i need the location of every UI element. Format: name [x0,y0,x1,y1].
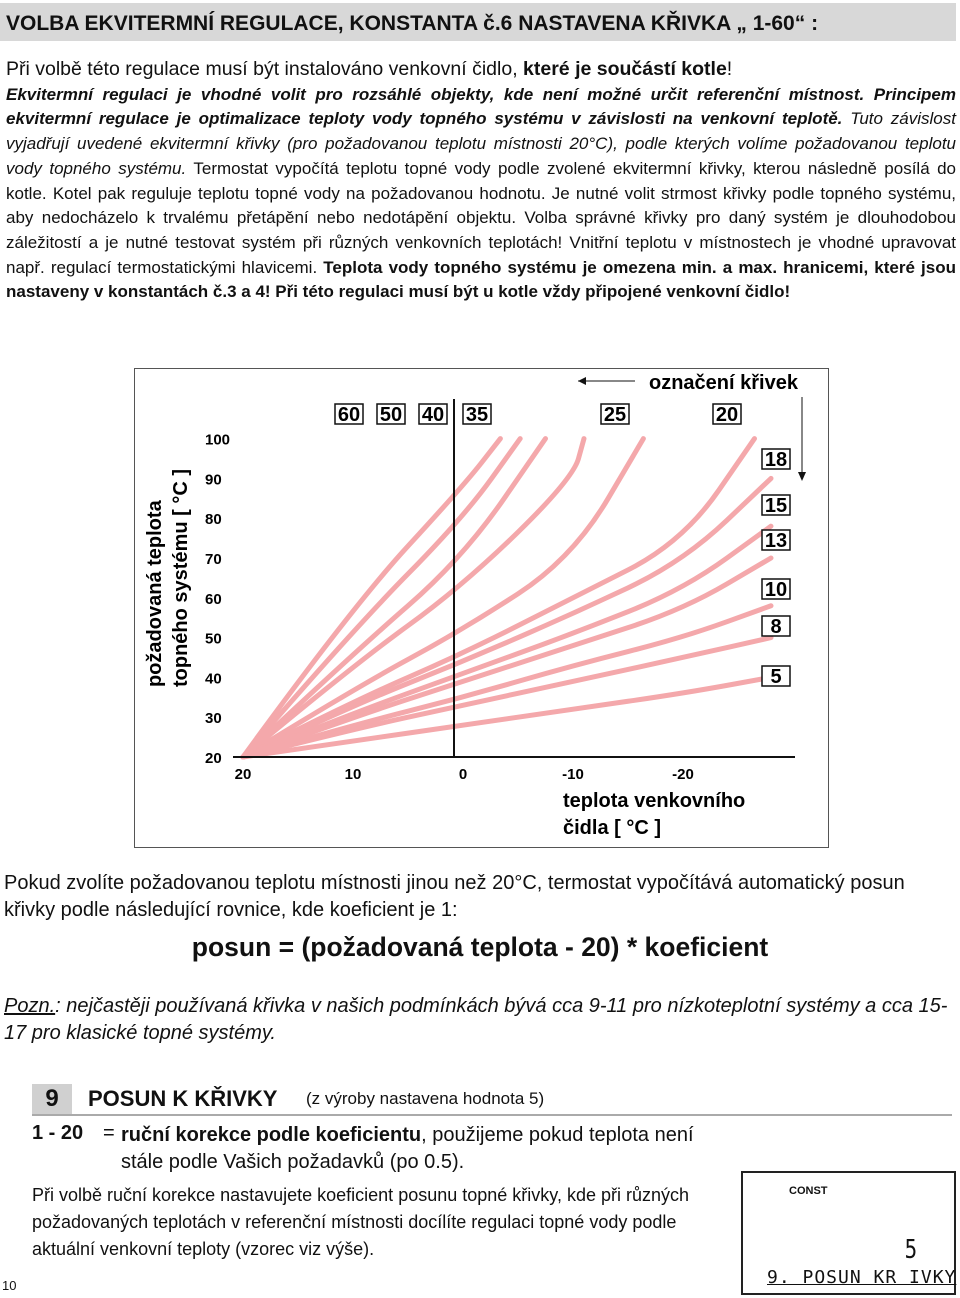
intro-paragraph [6,57,956,305]
curve-labels-group [335,404,790,688]
header-title: VOLBA EKVITERMNÍ REGULACE, KONSTANTA č.6 NASTAVENA KŘIVKA „ 1-60“ : [6,12,819,35]
option-text: , použijeme pokud teplota není stále podle Vašich požadavků (po 0.5). [121,1124,694,1173]
curve-label-18 [762,449,790,471]
curve-label-25 [601,404,629,426]
annotation-down-head [798,472,806,481]
x-tick-label: 20 [234,766,252,783]
intro-s4: Termostat vypočítá teplotu topné vody podle zvolené ekvitermní křivky, kterou následně posílá do kotle. [6,158,956,203]
curve-label-13 [762,530,790,552]
curves-group [243,439,771,757]
section-description: Při volbě ruční korekce nastavujete koeficient posunu topné křivky, kde při různých požadovaných teplotách v referenční místnosti docílíte regulaci topné vody podle aktuální venkovní teploty (vzorec viz výše). [32,1185,689,1259]
curve-label-text: 8 [770,616,782,638]
y-tick-label: 20 [205,750,222,767]
intro-s9: Teplota vody topného systému je omezena min. a max. hranicemi, které jsou nastaveny v konstantách č.3 a 4! [6,257,956,302]
x-tick-label: 10 [344,766,362,783]
curve-label-35 [463,404,491,426]
curve-label-text: 5 [770,666,782,688]
intro-s1-bold: které je součástí kotle [523,58,727,80]
intro-s5: Kotel pak reguluje teplotu topné vody na požadovanou hodnotu. [46,183,546,203]
curve-label-text: 18 [764,449,788,471]
option-bold: ruční korekce podle koeficientu [121,1124,422,1146]
intro-s2: Ekvitermní regulaci je vhodné volit pro rozsáhlé objekty, kde není možné určit referenční místnost. Principem ekvitermní regulace je optimalizace teploty vody topného systému v závislosti na venkovní teplotě. [6,84,956,129]
option-equals: = [103,1122,115,1144]
annotation-arrow-head [578,377,586,385]
shift-formula: posun = (požadovaná teplota - 20) * koeficient [191,932,769,962]
curve-label-text: 20 [715,404,739,426]
x-tick-label: -20 [672,766,694,783]
y-tick-label: 100 [205,431,231,449]
intro-s1-end: ! [726,58,733,80]
y-tick-label: 40 [205,670,222,688]
section-factory-note: (z výroby nastavena hodnota 5) [306,1089,545,1108]
y-axis-label-line1: požadovaná teplota [144,500,166,687]
annotation-label: označení křivek [649,372,798,394]
x-axis-label-line2: čidla [ °C ] [563,817,662,839]
curve-label-60 [335,404,363,426]
curve-label-text: 60 [337,404,361,426]
curve-label-text: 13 [764,530,788,552]
curve-label-15 [762,495,790,517]
y-tick-label: 70 [205,551,222,568]
x-axis-label-line1: teplota venkovního [563,790,746,812]
curve-label-text: 50 [379,404,403,426]
curve-40 [243,439,546,757]
x-tick-label: 0 [458,766,468,783]
note-label: Pozn. [4,995,56,1017]
curve-label-text: 15 [764,495,788,517]
section-title: POSUN K KŘIVKY [88,1086,278,1111]
section-number: 9 [32,1084,72,1114]
intro-s1: Při volbě této regulace musí být instalováno venkovní čidlo, [6,58,524,80]
curve-label-20 [713,404,741,426]
chart-canvas [135,369,830,849]
intro-s8: Vnitřní teplotu v místnostech je vhodné upravovat např. regulací termostatickými hlavicemi. [6,232,957,277]
curve-label-text: 40 [421,404,445,426]
x-ticks-group [235,766,694,783]
intro-s6: Je nutné volit strmost křivky podle topného systému, aby nedocházelo k trvalému přetápění nebo nedotápění objektu. [6,183,956,228]
intro-s10: Při této regulaci musí být u kotle vždy připojené venkovní čidlo! [270,282,791,302]
shift-paragraph: Pokud zvolíte požadovanou teplotu místnosti jinou než 20°C, termostat vypočítává automatický posun křivky podle následující rovnice, kde koeficient je 1: [4,872,905,921]
curve-label-50 [377,404,405,426]
intro-s3: Tuto závislost vyjadřují uvedené ekvitermní křivky (pro požadovanou teplotu místnosti 20°C), podle kterých volíme požadovanou teplotu vody topného systému. [6,109,956,178]
y-ticks-group [205,432,230,767]
section-divider [32,1114,952,1116]
lcd-text: 9. POSUN KR IVKY [767,1267,957,1288]
curve-label-40 [419,404,447,426]
y-tick-label: 80 [205,511,222,529]
curve-label-text: 10 [764,579,788,601]
curve-label-10 [762,579,790,601]
lcd-display [741,1171,956,1295]
x-tick-label: -10 [562,766,584,783]
y-tick-label: 90 [205,471,222,489]
curve-label-8 [762,616,790,638]
page-number: 10 [2,1278,17,1293]
section-header [0,3,956,41]
option-key: 1 - 20 [32,1122,84,1144]
option-description [121,1122,701,1175]
note-text: : nejčastěji používaná křivka v našich podmínkách bývá cca 9-11 pro nízkoteplotní systémy a cca 15-17 pro klasické topné systémy. [4,995,948,1044]
curve-label-5 [762,666,790,688]
y-tick-label: 60 [205,590,222,608]
lcd-value: 5 [904,1235,918,1265]
note-paragraph [4,993,956,1046]
intro-s7: Volba správné křivky pro daný systém je dlouhodobou záležitostí a je nutné testovat systém při různých venkovních teplotách! [6,208,956,252]
y-tick-label: 30 [205,710,222,728]
y-axis-label-line2: topného systému [ °C ] [170,468,192,687]
heating-curves-chart [134,368,829,848]
lcd-const-label: CONST [789,1185,828,1197]
curve-label-text: 35 [465,404,489,426]
y-tick-label: 50 [205,630,222,648]
curve-label-text: 25 [603,404,627,426]
